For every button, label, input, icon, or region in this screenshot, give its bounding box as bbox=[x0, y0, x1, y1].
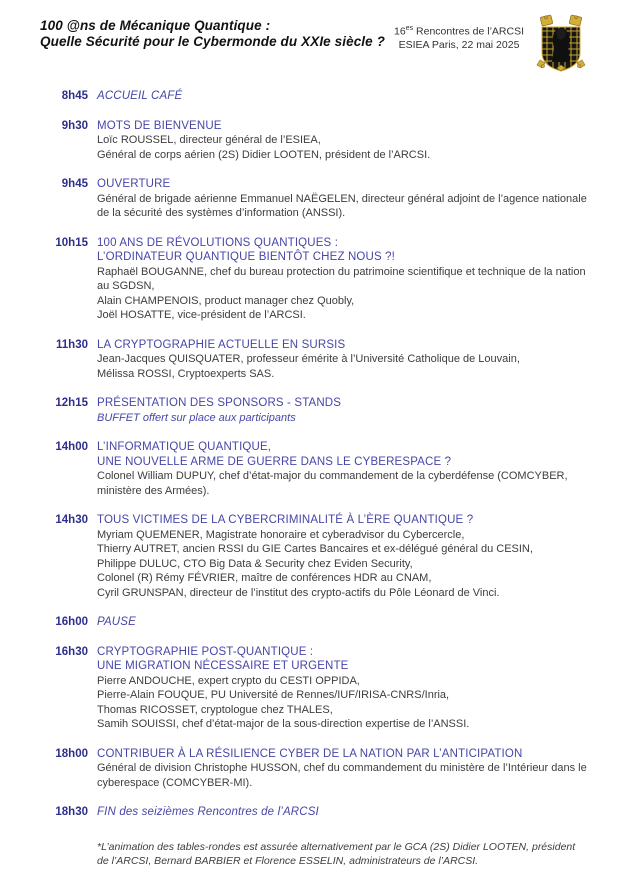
session-time: 9h30 bbox=[61, 119, 88, 132]
session-title: OUVERTURE bbox=[97, 178, 171, 190]
session-body bbox=[97, 119, 588, 163]
session-speaker-line: Pierre ANDOUCHE, expert crypto du CESTI OPPIDA, bbox=[97, 674, 360, 687]
arcsi-crest-icon bbox=[534, 14, 588, 74]
session-row bbox=[40, 645, 588, 732]
session-row bbox=[40, 89, 588, 104]
session-speaker-line: Colonel William DUPUY, chef d’état-major du commandement de la cyberdéfense (COMCYBER, ministère des Armées). bbox=[97, 470, 568, 497]
session-body bbox=[97, 513, 588, 600]
event-name: $16^{es}$ Rencontres de l’ARCSI bbox=[394, 25, 524, 38]
session-title: 100 ANS DE RÉVOLUTIONS QUANTIQUES : bbox=[97, 236, 339, 249]
session-time: 14h30 bbox=[55, 514, 88, 526]
session-title: L’ORDINATEUR QUANTIQUE BIENTÔT CHEZ NOUS ?! bbox=[97, 251, 396, 263]
event-location: ESIEA Paris, 22 mai 2025 bbox=[398, 38, 520, 51]
event-info bbox=[394, 14, 524, 52]
session-speaker-line: Mélissa ROSSI, Cryptoexperts SAS. bbox=[97, 367, 275, 380]
session-body bbox=[97, 615, 588, 630]
session-row bbox=[40, 513, 588, 600]
page-title-line1: 100 @ns de Mécanique Quantique : bbox=[40, 18, 271, 33]
session-title: PRÉSENTATION DES SPONSORS - STANDS bbox=[97, 397, 342, 409]
footnote: *L’animation des tables-rondes est assurée alternativement par le GCA (2S) Didier LOOTEN, président de l’ARCSI, Bernard BARBIER et Florence ESSELIN, administrateurs de l’ARCSI. bbox=[97, 840, 576, 867]
session-speaker-line: Raphaël BOUGANNE, chef du bureau protection du patrimoine scientifique et technique de la nation au SGDSN, bbox=[97, 265, 586, 292]
session-title: L’INFORMATIQUE QUANTIQUE, bbox=[97, 441, 272, 453]
session-body bbox=[97, 89, 588, 104]
session-body bbox=[97, 805, 588, 820]
session-speaker-line: Myriam QUEMENER, Magistrate honoraire et cyberadvisor du Cybercercle, bbox=[97, 528, 465, 541]
page-title-line2: Quelle Sécurité pour le Cybermonde du XXIe siècle ? bbox=[40, 34, 385, 49]
session-speaker-line: Loïc ROUSSEL, directeur général de l’ESIEA, bbox=[97, 134, 321, 146]
session-speaker-line: Philippe DULUC, CTO Big Data & Security chez Eviden Security, bbox=[97, 557, 413, 570]
session-row bbox=[40, 615, 588, 630]
session-time: 18h00 bbox=[55, 747, 88, 760]
session-speaker-line: Samih SOUISSI, chef d’état-major de la sous-direction expertise de l’ANSSI. bbox=[97, 718, 470, 730]
schedule-list bbox=[40, 89, 588, 820]
session-title: PAUSE bbox=[97, 616, 136, 628]
session-body bbox=[97, 236, 588, 323]
session-body bbox=[97, 338, 588, 382]
session-time: 12h15 bbox=[55, 397, 88, 409]
session-time: 18h30 bbox=[55, 806, 88, 818]
session-row bbox=[40, 338, 588, 382]
session-body bbox=[97, 177, 588, 221]
session-body bbox=[97, 396, 588, 425]
session-speaker-line: Alain CHAMPENOIS, product manager chez Quobly, bbox=[97, 294, 355, 307]
session-row bbox=[40, 805, 588, 820]
session-body bbox=[97, 645, 588, 732]
session-row bbox=[40, 396, 588, 425]
session-speaker-line: Cyril GRUNSPAN, directeur de l’institut des crypto-actifs du Pôle Léonard de Vinci. bbox=[97, 586, 500, 599]
session-row bbox=[40, 440, 588, 498]
session-speaker-line: Général de brigade aérienne Emmanuel NAËGELEN, directeur général adjoint de l’agence nationale de la sécurité des systèmes d’information (ANSSI). bbox=[97, 192, 587, 219]
session-row bbox=[40, 236, 588, 323]
session-title: CONTRIBUER À LA RÉSILIENCE CYBER DE LA NATION PAR L’ANTICIPATION bbox=[97, 747, 523, 760]
session-title: UNE MIGRATION NÉCESSAIRE ET URGENTE bbox=[97, 660, 349, 672]
session-speaker-line: Thierry AUTRET, ancien RSSI du GIE Cartes Bancaires et ex-délégué général du CESIN, bbox=[97, 543, 533, 555]
session-body bbox=[97, 440, 588, 498]
session-time: 16h30 bbox=[55, 645, 88, 658]
session-title: MOTS DE BIENVENUE bbox=[97, 119, 222, 132]
session-body bbox=[97, 747, 588, 791]
session-title: LA CRYPTOGRAPHIE ACTUELLE EN SURSIS bbox=[97, 338, 346, 351]
session-title: FIN des seizièmes Rencontres de l’ARCSI bbox=[97, 806, 319, 818]
session-row bbox=[40, 747, 588, 791]
session-time: 8h45 bbox=[61, 90, 88, 102]
session-row bbox=[40, 177, 588, 221]
session-title: CRYPTOGRAPHIE POST-QUANTIQUE : bbox=[97, 645, 314, 658]
session-time: 10h15 bbox=[55, 236, 88, 249]
session-row bbox=[40, 119, 588, 163]
session-subtitle: BUFFET offert sur place aux participants bbox=[97, 411, 296, 424]
session-speaker-line: Thomas RICOSSET, cryptologue chez THALES, bbox=[97, 703, 333, 716]
session-title: UNE NOUVELLE ARME DE GUERRE DANS LE CYBERESPACE ? bbox=[97, 455, 452, 468]
session-title: TOUS VICTIMES DE LA CYBERCRIMINALITÉ À L’ÈRE QUANTIQUE ? bbox=[97, 514, 474, 526]
page-title bbox=[40, 14, 394, 50]
session-speaker-line: Jean-Jacques QUISQUATER, professeur émérite à l’Université Catholique de Louvain, bbox=[97, 353, 520, 365]
header bbox=[40, 14, 588, 74]
session-time: 16h00 bbox=[55, 616, 88, 628]
session-time: 9h45 bbox=[61, 178, 88, 190]
session-time: 11h30 bbox=[56, 338, 88, 351]
session-speaker-line: Général de corps aérien (2S) Didier LOOTEN, président de l’ARCSI. bbox=[97, 148, 431, 161]
session-speaker-line: Joël HOSATTE, vice-président de l’ARCSI. bbox=[97, 309, 306, 321]
session-speaker-line: Pierre-Alain FOUQUE, PU Université de Rennes/IUF/IRISA-CNRS/Inria, bbox=[97, 689, 450, 701]
session-speaker-line: Colonel (R) Rémy FÉVRIER, maître de conférences HDR au CNAM, bbox=[97, 572, 432, 584]
session-speaker-line: Général de division Christophe HUSSON, chef du commandement du ministère de l’Intérieur dans le cyberespace (COMCYBER-MI). bbox=[97, 762, 587, 789]
session-time: 14h00 bbox=[55, 441, 88, 453]
session-title: ACCUEIL CAFÉ bbox=[97, 90, 183, 102]
